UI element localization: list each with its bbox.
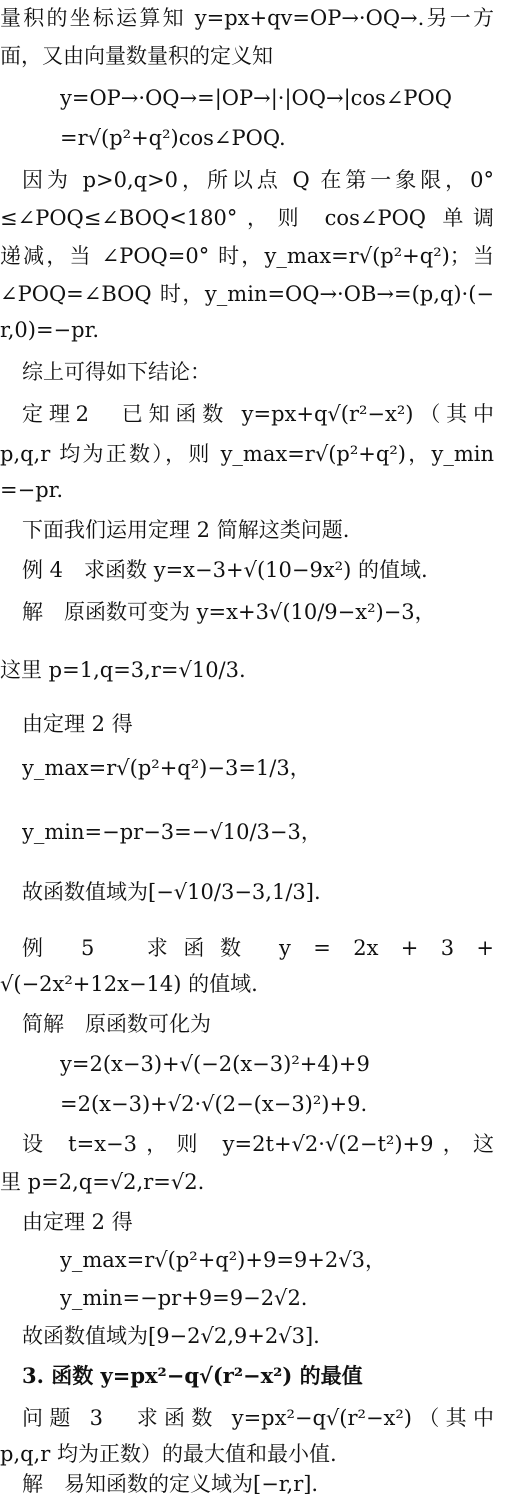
solution-5-range: 故函数值域为[9−2√2,9+2√3]. xyxy=(22,1324,320,1348)
text-line-3: 因为 p>0,q>0，所以点 Q 在第一象限，0° xyxy=(22,168,494,192)
section-3-heading: 3. 函数 y=px²−q√(r²−x²) 的最值 xyxy=(22,1363,363,1388)
solution-4-line-1: 解 原函数可变为 y=x+3√(10/9−x²)−3， xyxy=(22,600,436,624)
text-line-5: 递减，当 ∠POQ=0° 时，y_max=r√(p²+q²)；当 xyxy=(0,244,494,268)
solution-5-formula-1: y=2(x−3)+√(−2(x−3)²+4)+9 xyxy=(60,1052,370,1076)
formula-line-2: =r√(p²+q²)cos∠POQ. xyxy=(60,126,286,150)
solution-5-formula-2: =2(x−3)+√2·√(2−(x−3)²)+9. xyxy=(60,1092,368,1116)
formula-line-1: y=OP→·OQ→=|OP→|·|OQ→|cos∠POQ xyxy=(60,86,452,110)
solution-5-line-1: 简解 原函数可化为 xyxy=(22,1012,211,1036)
problem-3-solution: 解 易知函数的定义域为[−r,r]. xyxy=(22,1472,319,1496)
text-line-4: ≤∠POQ≤∠BOQ<180°，则 cos∠POQ 单调 xyxy=(0,206,494,230)
example-5-line-2: √(−2x²+12x−14) 的值域. xyxy=(0,972,258,996)
problem-3-line-1: 问题 3 求函数 y=px²−q√(r²−x²)（其中 xyxy=(22,1406,494,1430)
solution-4-line-2: 这里 p=1,q=3,r=√10/3. xyxy=(0,658,246,682)
solution-4-ymax: y_max=r√(p²+q²)−3=1/3， xyxy=(22,756,311,780)
text-line-1: 量积的坐标运算知 y=px+qv=OP→·OQ→.另一方 xyxy=(0,6,494,30)
text-line-7: r,0)=−pr. xyxy=(0,318,100,342)
solution-4-range: 故函数值域为[−√10/3−3,1/3]. xyxy=(22,880,321,904)
theorem-2-line-2: p,q,r 均为正数），则 y_max=r√(p²+q²)，y_min xyxy=(0,442,494,466)
solution-5-line-3: 里 p=2,q=√2,r=√2. xyxy=(0,1170,205,1194)
solution-5-line-4: 由定理 2 得 xyxy=(22,1210,133,1234)
solution-4-ymin: y_min=−pr−3=−√10/3−3， xyxy=(22,820,322,844)
text-line-2: 面，又由向量数量积的定义知 xyxy=(0,44,273,68)
text-line-6: ∠POQ=∠BOQ 时，y_min=OQ→·OB→=(p,q)·(− xyxy=(0,282,494,306)
solution-5-line-2: 设 t=x−3，则 y=2t+√2·√(2−t²)+9，这 xyxy=(22,1132,494,1156)
problem-3-line-2: p,q,r 均为正数）的最大值和最小值. xyxy=(0,1442,337,1466)
solution-5-ymax: y_max=r√(p²+q²)+9=9+2√3， xyxy=(60,1248,386,1272)
text-line-9: 下面我们运用定理 2 简解这类问题. xyxy=(22,518,350,542)
text-line-8: 综上可得如下结论： xyxy=(22,360,211,384)
solution-5-ymin: y_min=−pr+9=9−2√2. xyxy=(60,1286,308,1310)
theorem-2-line-3: =−pr. xyxy=(0,478,64,502)
theorem-2-line-1: 定理2 已知函数 y=px+q√(r²−x²)（其中 xyxy=(22,402,494,426)
example-4-line-1: 例 4 求函数 y=x−3+√(10−9x²) 的值域. xyxy=(22,558,428,582)
example-5-line-1: 例 5 求函数 y = 2x + 3 + xyxy=(22,936,494,960)
solution-4-line-3: 由定理 2 得 xyxy=(22,712,133,736)
